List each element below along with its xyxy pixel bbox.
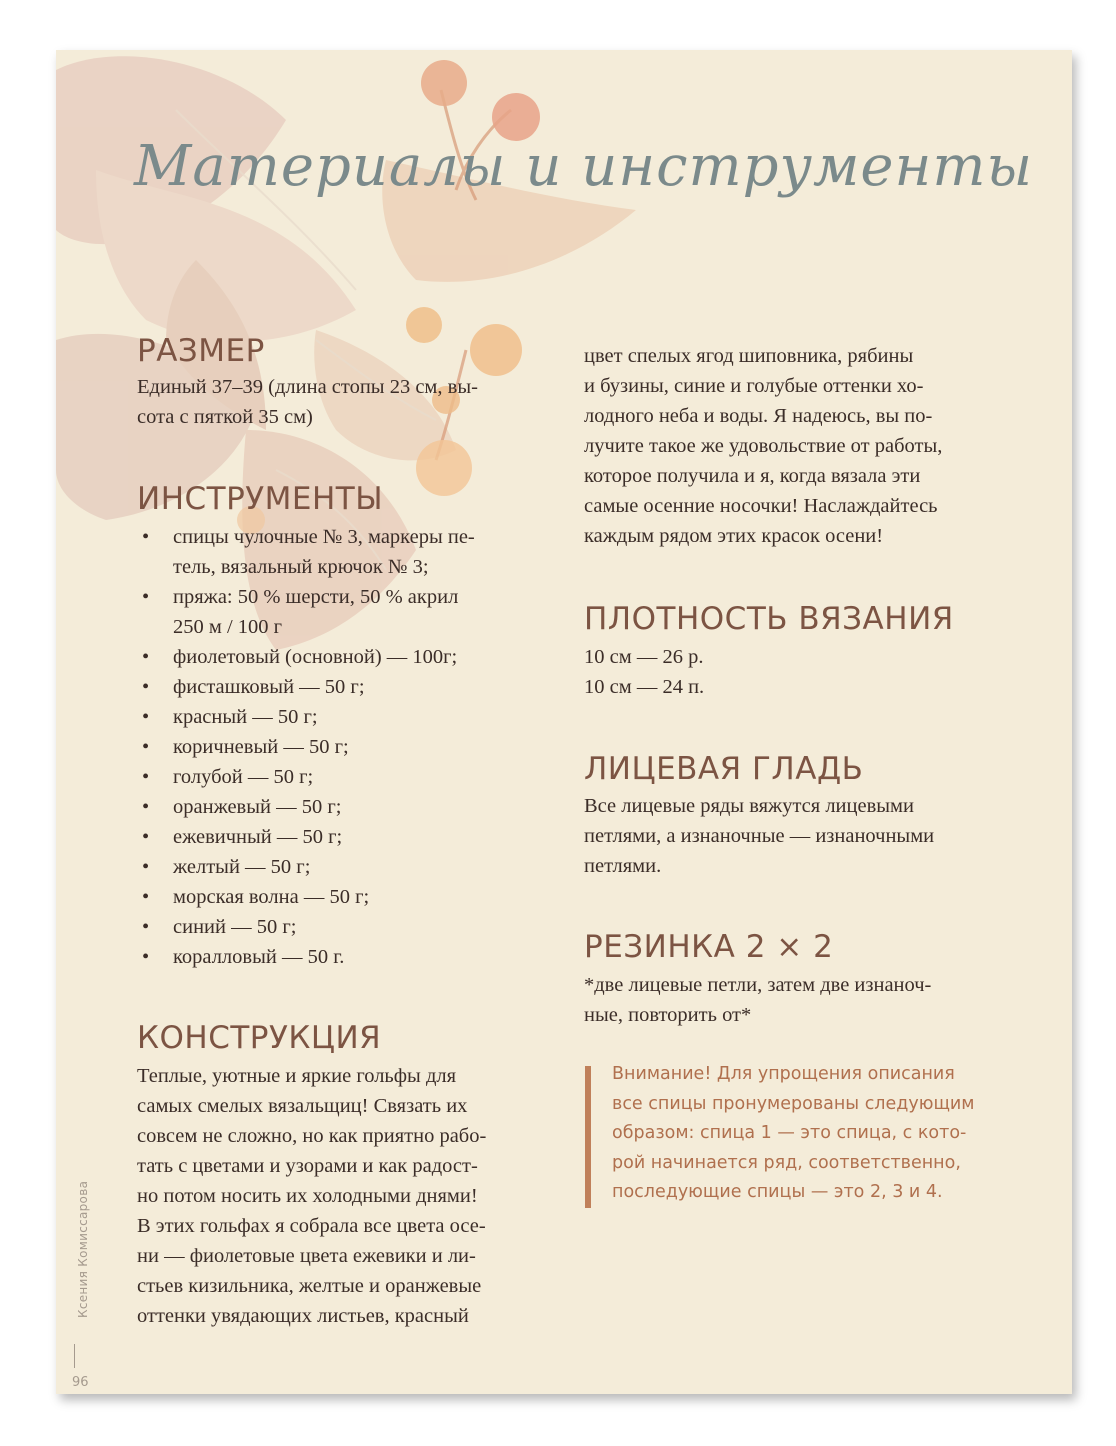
text-line: которое получила и я, когда вязала эти (584, 465, 921, 487)
page-number: 96 (72, 1375, 89, 1390)
text-line: петлями, а изнаночные — изнаночными (584, 825, 935, 847)
author-name: Ксения Комиссарова (76, 1180, 90, 1318)
list-item: • желтый — 50 г; (142, 856, 311, 878)
attention-note (612, 1060, 975, 1208)
berry-icon (421, 60, 467, 106)
text-line: Единый 37–39 (длина стопы 23 см, вы- (137, 376, 478, 398)
section-heading-stockinette: ЛИЦЕВАЯ ГЛАДЬ (584, 751, 864, 787)
note-line: рой начинается ряд, соответственно, (612, 1152, 961, 1173)
section-heading-size: РАЗМЕР (137, 333, 265, 369)
note-accent-bar (585, 1066, 591, 1208)
list-item: • пряжа: 50 % шерсти, 50 % акрил 250 м / 100 г (142, 586, 459, 638)
stockinette-text (584, 791, 934, 881)
list-item: • коричневый — 50 г; (142, 736, 349, 758)
note-line: все спицы пронумерованы следующим (612, 1093, 975, 1114)
construction-continued-text (584, 341, 942, 551)
text-line: самые осенние носочки! Наслаждайтесь (584, 495, 938, 517)
section-heading-gauge: ПЛОТНОСТЬ ВЯЗАНИЯ (584, 601, 954, 637)
note-line: образом: спица 1 — это спица, с кото- (612, 1123, 967, 1143)
text-line: тать с цветами и узорами и как радост- (137, 1155, 478, 1177)
note-line: Внимание! Для упрощения описания (612, 1064, 955, 1084)
text-line: *две лицевые петли, затем две изнаноч- (584, 974, 932, 996)
text-line: лодного неба и воды. Я надеюсь, вы по- (584, 405, 933, 427)
rib-text (584, 970, 931, 1030)
section-heading-construction: КОНСТРУКЦИЯ (137, 1020, 382, 1056)
list-item: • красный — 50 г; (142, 706, 318, 728)
list-item: • ежевичный — 50 г; (142, 826, 343, 848)
tools-list (137, 522, 475, 972)
text-line: цвет спелых ягод шиповника, рябины (584, 345, 914, 367)
text-line: стьев кизильника, желтые и оранжевые (137, 1275, 482, 1297)
text-line: В этих гольфах я собрала все цвета осе- (137, 1215, 486, 1237)
note-line: последующие спицы — это 2, 3 и 4. (612, 1182, 943, 1202)
text-line: и бузины, синие и голубые оттенки хо- (584, 375, 924, 397)
text-line: оттенки увядающих листьев, красный (137, 1305, 469, 1327)
text-line: петлями. (584, 855, 662, 877)
list-item: • коралловый — 50 г. (142, 946, 345, 968)
section-heading-rib: РЕЗИНКА 2 × 2 (584, 929, 834, 965)
text-line: ни — фиолетовые цвета ежевики и ли- (137, 1245, 476, 1267)
list-item: • морская волна — 50 г; (142, 886, 370, 908)
text-line: ные, повторить от* (584, 1004, 752, 1026)
footer-divider (74, 1344, 75, 1368)
text-line: 10 см — 26 р. (584, 646, 704, 668)
text-line: 10 см — 24 п. (584, 676, 705, 698)
list-item: • голубой — 50 г; (142, 766, 314, 788)
list-item: • спицы чулочные № 3, маркеры пе- тель, вязальный крючок № 3; (142, 526, 475, 578)
berry-icon (406, 307, 442, 343)
list-item: • фиолетовый (основной) — 100г; (142, 646, 458, 668)
text-line: каждым рядом этих красок осени! (584, 525, 884, 547)
list-item: • синий — 50 г; (142, 916, 297, 938)
section-heading-tools: ИНСТРУМЕНТЫ (137, 481, 384, 517)
list-item: • оранжевый — 50 г; (142, 796, 342, 818)
berry-icon (416, 440, 472, 496)
text-line: лучите такое же удовольствие от работы, (584, 435, 943, 457)
size-text (137, 372, 478, 432)
berry-icon (470, 324, 522, 376)
text-line: самых смелых вязальщиц! Связать их (137, 1095, 468, 1117)
text-line: но потом носить их холодными днями! (137, 1185, 478, 1207)
page (56, 50, 1072, 1394)
construction-text (137, 1061, 486, 1331)
text-line: совсем не сложно, но как приятно рабо- (137, 1125, 487, 1147)
text-line: сота с пяткой 35 см) (137, 406, 313, 428)
list-item: • фисташковый — 50 г; (142, 676, 365, 698)
page-title: Материалы и инструменты (134, 134, 1034, 199)
text-line: Все лицевые ряды вяжутся лицевыми (584, 795, 914, 817)
gauge-text (584, 642, 704, 702)
text-line: Теплые, уютные и яркие гольфы для (137, 1065, 457, 1087)
